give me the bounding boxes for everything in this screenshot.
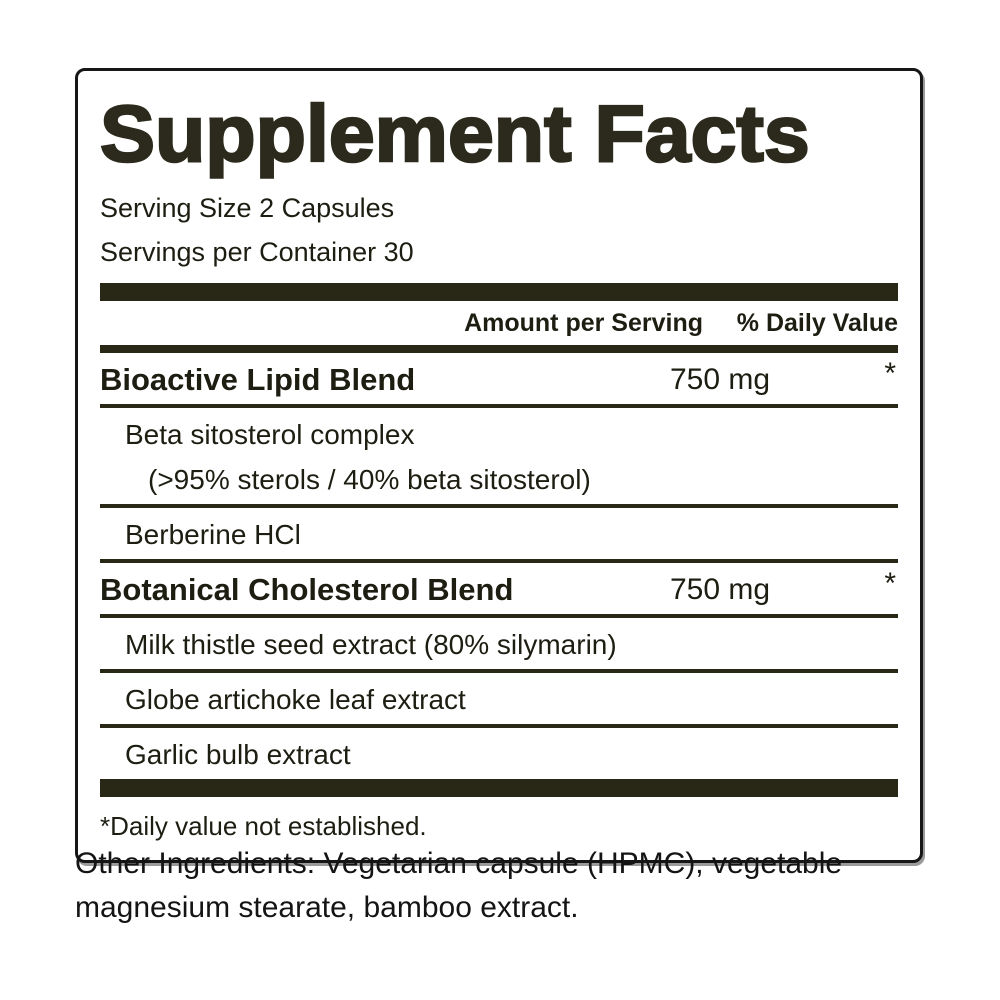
ingredient-daily-value: * — [884, 567, 896, 600]
serving-size: Serving Size 2 Capsules — [100, 193, 395, 223]
table-row — [100, 563, 898, 618]
ingredient-amount: 750 mg — [670, 363, 771, 396]
table-row — [100, 408, 898, 508]
table-row — [100, 673, 898, 728]
ingredient-name: Berberine HCl — [125, 519, 301, 550]
amount-per-serving-header: Amount per Serving — [464, 309, 703, 337]
separator-bar-medium — [100, 345, 898, 353]
ingredient-name: Beta sitosterol complex — [125, 419, 415, 450]
supplement-facts-panel — [75, 68, 923, 863]
ingredient-amount: 750 mg — [670, 573, 771, 606]
ingredient-name: Garlic bulb extract — [125, 739, 351, 770]
separator-bar-thick-bottom — [100, 779, 898, 797]
other-ingredients-text: Other Ingredients: Vegetarian capsule (HPMC), vegetable magnesium stearate, bamboo extract. — [75, 847, 843, 924]
column-header-row — [100, 301, 898, 345]
daily-value-footnote: *Daily value not established. — [100, 811, 427, 841]
table-row — [100, 728, 898, 779]
ingredient-name: Bioactive Lipid Blend — [100, 362, 416, 397]
separator-bar-thick-top — [100, 283, 898, 301]
ingredient-daily-value: * — [884, 357, 896, 390]
ingredient-name: Botanical Cholesterol Blend — [100, 572, 514, 607]
panel-title: Supplement Facts — [100, 89, 810, 178]
table-row — [100, 353, 898, 408]
table-row — [100, 508, 898, 563]
ingredient-name: Milk thistle seed extract (80% silymarin) — [125, 629, 617, 660]
daily-value-header: % Daily Value — [736, 309, 898, 337]
ingredient-name-detail: (>95% sterols / 40% beta sitosterol) — [148, 464, 591, 495]
table-row — [100, 618, 898, 673]
servings-per-container: Servings per Container 30 — [100, 237, 414, 267]
ingredient-name: Globe artichoke leaf extract — [125, 684, 466, 715]
